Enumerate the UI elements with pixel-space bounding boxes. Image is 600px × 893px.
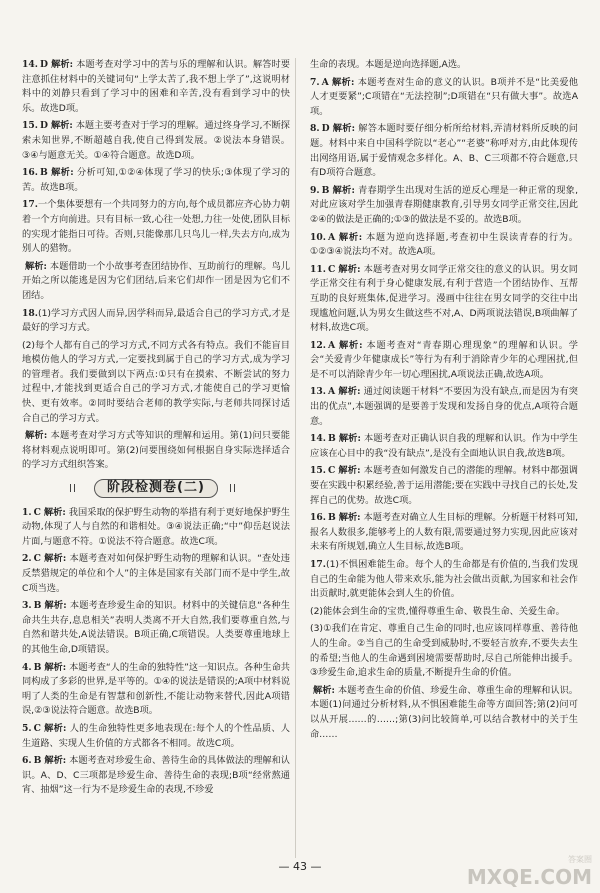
analysis-label: 解析: xyxy=(50,120,73,132)
watermark-logo xyxy=(467,854,592,889)
question-number: 17. xyxy=(310,559,326,570)
answer-text: 本题考查对确立人生目标的理解。分析题干材料可知,报名人数很多,能够考上的人数有限,需要通过努力实现,因此应该对未来有所规划,确立人生目标,故选B项。 xyxy=(310,512,578,553)
page-footer: — 43 — xyxy=(278,860,322,873)
answer-text: (3)①我们在肯定、尊重自己生命的同时,也应该同样尊重、善待他人的生命。②当自己的生命受到威胁时,不要轻言放弃,不要失去生的希望;当他人的生命遇到困境需要帮助时,尽自己所能伸出援手。③珍爱生命,追求生命的质量,不断提升生命的价值。 xyxy=(310,623,578,679)
answer-letter: A xyxy=(327,386,336,398)
answer-item xyxy=(310,231,578,260)
analysis-label: 解析: xyxy=(25,260,47,272)
section-title: 阶段检测卷(二) xyxy=(94,479,218,498)
answer-text: 我国采取的保护野生动物的举措有利于更好地保护野生动物,体现了人与自然的和谐相处。③④说法正确;“中”仰岳赵说法片面,与题意不符。①说法不符合题意。故选C项。 xyxy=(22,506,290,547)
answer-text: 本题考查对学习方式等知识的理解和运用。第(1)问只要能将材料观点说明即可。第(2)问要围绕如何根据自身实际选择适合的学习方式组织答案。 xyxy=(22,430,290,471)
answer-letter: A xyxy=(327,231,336,243)
watermark-main: MXQE.COM xyxy=(466,865,592,889)
answer-item xyxy=(22,260,290,304)
answer-item xyxy=(22,754,290,798)
question-number: 3. xyxy=(22,600,32,612)
analysis-label: 解析: xyxy=(338,263,361,275)
answer-letter: C xyxy=(327,263,336,275)
answer-item xyxy=(310,605,578,620)
answer-item xyxy=(22,198,290,256)
analysis-label: 解析: xyxy=(43,722,67,734)
answer-letter: B xyxy=(327,512,336,524)
answer-item xyxy=(22,506,290,550)
question-number: 8. xyxy=(310,123,320,135)
answer-item xyxy=(22,119,290,163)
analysis-label: 解析: xyxy=(50,59,74,70)
answer-text: 本题借助一个小故事考查团结协作、互助前行的理解。鸟儿开始之所以能逃是因为它们团结,后来它们却作一团是因为它们不团结。 xyxy=(22,260,290,301)
answer-letter: B xyxy=(321,184,330,196)
answer-text: 本题考查对学习中的苦与乐的理解和认识。解答时要注意抓住材料中的关键词句“上学太苦了,我不想上学了”,这说明材料中的刘静只看到了学习中的困难和辛苦,没有看到学习中的快乐。故选D项。 xyxy=(22,59,290,114)
answer-letter: C xyxy=(33,722,41,734)
answer-text: 本题主要考查对于学习的理解。通过终身学习,不断探索未知世界,不断超越自我,使自己得到发展。②说法本身错误。③④与题意无关。①④符合题意。故选D项。 xyxy=(22,120,290,161)
analysis-label: 解析: xyxy=(338,386,361,398)
answer-item xyxy=(22,58,290,116)
answer-item xyxy=(22,429,290,473)
analysis-label: 解析: xyxy=(338,433,361,445)
analysis-label: 解析: xyxy=(44,600,67,612)
question-number: 16. xyxy=(310,512,326,524)
answer-letter: A xyxy=(327,339,336,351)
answer-text: 通过阅读题干材料“不要因为没有缺点,而是因为有突出的优点”,本题强调的是要善于发现和发扬自身的优点,A项符合题意。 xyxy=(310,386,578,427)
answer-text: 解答本题时要仔细分析所给材料,弄清材料所反映的问题。材料中来自中国科学院以“老心”“老婆”称呼对方,由此体现传出网络用语,属于爱情观念多样化。A、B、C三项都不符合题意,只有D项符合题意。 xyxy=(310,123,578,179)
analysis-label: 解析: xyxy=(43,553,67,565)
answer-item xyxy=(310,339,578,383)
analysis-label: 解析: xyxy=(50,167,74,179)
answer-letter: A xyxy=(321,76,329,88)
answer-text: 本题考查对男女同学正常交往的意义的认识。男女同学正常交往有利于身心健康发展,有利于营造一个团结协作、互帮互助的良好班集体,促进学习。漫画中往往在男女同学的交往中出现尴尬问题,认为男女生做这些不对,A、D两项说法错误,B项曲解了材料,故选C项。 xyxy=(310,263,578,334)
answer-text: (1)不惧困难能生命。每个人的生命都是有价值的,当我们发现自己的生命能为他人带来欢乐,能为社会做出贡献,为国家和社会作出贡献时,就更能体会到人生的价值。 xyxy=(310,559,578,600)
answer-item xyxy=(310,432,578,461)
answer-item xyxy=(22,661,290,719)
answer-item xyxy=(310,58,578,73)
question-number: 13. xyxy=(310,386,326,398)
answer-letter: C xyxy=(33,553,41,565)
answer-letter: C xyxy=(327,465,336,477)
answer-letter: D xyxy=(39,120,48,132)
answer-letter: B xyxy=(39,167,48,179)
right-items xyxy=(310,58,578,742)
question-number: 18. xyxy=(22,307,38,319)
answer-item xyxy=(310,464,578,508)
question-number: 2. xyxy=(22,553,32,565)
answer-text: 本题考查如何激发自己的潜能的理解。材料中都强调要在实践中积累经验,善于运用潜能;要在实践中寻找自己的长处,发挥自己的优势。故选C项。 xyxy=(310,465,578,506)
question-number: 15. xyxy=(22,120,38,132)
right-column xyxy=(310,58,578,745)
analysis-label: 解析: xyxy=(338,339,363,351)
answer-text: (1)学习方式因人而异,因学科而异,最适合自己的学习方式,才是最好的学习方式。 xyxy=(22,307,290,334)
answer-item xyxy=(22,307,290,336)
answer-text: 本题考查对正确认识自我的理解和认识。作为中学生应该在心目中的我“没有缺点”,是没有全面地认识自我,故选B项。 xyxy=(310,433,578,459)
answer-text: (2)能体会到生命的宝贵,懂得尊重生命、敬畏生命、关爱生命。 xyxy=(310,605,565,617)
answer-text: (2)每个人都有自己的学习方式,不同方式各有特点。我们不能盲目地模仿他人的学习方式,一定要找到属于自己的学习方式,成为学习的管理者。我们要做到以下两点:①只有在摸索、不断尝试的努力过程中,才能找到更适合自己的学习方式,才能使自己的学习更愉快、更有效率。②同时要结合老师的教学实际,与老师共同探讨适合自己的学习方式。 xyxy=(22,339,290,424)
analysis-label: 解析: xyxy=(44,661,67,673)
watermark-small: 答案圈 xyxy=(568,855,592,864)
analysis-label: 解析: xyxy=(25,430,48,442)
answer-item xyxy=(310,76,578,120)
analysis-label: 解析: xyxy=(43,506,66,518)
analysis-label: 解析: xyxy=(332,123,356,135)
answer-item xyxy=(310,558,578,602)
question-number: 16. xyxy=(22,167,38,179)
answer-text: 分析可知,①②④体现了学习的快乐;③体现了学习的苦。故选B项。 xyxy=(22,167,290,193)
answer-item xyxy=(310,385,578,429)
answer-text: 本题考查对生命的意义的认识。B项并不是“比美爱他人才更要紧”;C项错在“无法控制”;D项错在“只有做大事”。故选A项。 xyxy=(310,76,578,117)
answer-text: 本题考查对如何保护野生动物的理解和认识。“查处违反禁猎规定的单位和个人”的主体是国家有关部门而不是中学生,故C项当选。 xyxy=(22,553,290,594)
answer-text: 青春期学生出现对生活的逆反心理是一种正常的现象,对此应该对学生加强青春期健康教育,引导男女同学正常交往,因此②④的做法是正确的;①③的做法是不妥的。故选B项。 xyxy=(310,184,578,225)
question-number: 10. xyxy=(310,231,326,243)
answer-item xyxy=(310,263,578,336)
answer-letter: B xyxy=(327,433,336,445)
question-number: 14. xyxy=(310,433,326,445)
answer-letter: D xyxy=(39,59,48,70)
question-number: 15. xyxy=(310,465,326,477)
answer-text: 本题考查对“青春期心理现象”的理解和认识。学会“关爱青少年健康成长”等行为有利于消除青少年的心理困扰,但是不可以消除青少年一切心理困扰,A项说法正确,故选A项。 xyxy=(310,339,578,380)
answer-text: 本题考查珍爱生命的知识。材料中的关键信息“各种生命共生共存,息息相关”表明人类离不开大自然,我们要尊重自然,与自然和谐共处,A说法错误。B项正确,C项错误。人类要尊重地球上的其他生命,D项错误。 xyxy=(22,600,290,655)
section-heading xyxy=(22,479,290,498)
question-number: 4. xyxy=(22,661,32,673)
question-number: 5. xyxy=(22,722,32,734)
analysis-label: 解析: xyxy=(331,76,355,88)
question-number: 7. xyxy=(310,76,320,88)
analysis-label: 解析: xyxy=(338,231,363,243)
analysis-label: 解析: xyxy=(313,684,335,696)
analysis-label: 解析: xyxy=(338,512,361,524)
answer-letter: C xyxy=(33,506,41,518)
left-column xyxy=(22,58,290,801)
answer-text: 一个集体要想有一个共同努力的方向,每个成员都应齐心协力朝着一个方向前进。只有目标一致,心往一处想,力往一处使,团队目标的实现才能指日可待。否则,只能像那几只鸟儿一样,失去方向,成为别人的猎物。 xyxy=(22,199,290,255)
answer-text: 生命的表现。本题是逆向选择题,A选。 xyxy=(310,59,467,70)
question-number: 12. xyxy=(310,339,326,351)
column-divider xyxy=(295,58,296,858)
question-number: 17. xyxy=(22,199,38,211)
analysis-label: 解析: xyxy=(332,184,355,196)
answer-text: 本题考查对珍爱生命、善待生命的具体做法的理解和认识。A、D、C三项都是珍爱生命、善待生命的表现;B项“经常熬通宵、抽烟”这一行为不是珍爱生命的表现,不珍爱 xyxy=(22,755,290,796)
heading-decoration-right xyxy=(227,484,245,492)
answer-item xyxy=(22,599,290,657)
answer-text: 本题为逆向选择题,考查初中生误读青春的行为。①②③④说法均不对。故选A项。 xyxy=(310,231,578,258)
answer-item xyxy=(22,166,290,195)
answer-letter: B xyxy=(33,755,42,767)
answer-letter: D xyxy=(321,123,330,135)
answer-item xyxy=(22,722,290,751)
page-number: 43 xyxy=(293,860,307,873)
question-number: 14. xyxy=(22,59,38,70)
heading-decoration-left xyxy=(67,484,85,492)
question-number: 1. xyxy=(22,506,32,518)
answer-item xyxy=(310,684,578,742)
answer-item xyxy=(22,339,290,427)
question-number: 6. xyxy=(22,755,32,767)
answer-item xyxy=(310,511,578,555)
answer-item xyxy=(310,122,578,180)
answer-item xyxy=(22,552,290,596)
answer-item xyxy=(310,184,578,228)
analysis-label: 解析: xyxy=(338,465,361,477)
answer-text: 人的生命独特性更多地表现在:每个人的个性品质、人生道路、实现人生价值的方式都各不相同。故选C项。 xyxy=(22,722,290,749)
answer-letter: B xyxy=(33,600,42,612)
left-items-section2 xyxy=(22,506,290,798)
left-items xyxy=(22,58,290,473)
analysis-label: 解析: xyxy=(44,755,67,767)
answer-text: 本题考查生命的价值、珍爱生命、尊重生命的理解和认识。本题(1)问通过分析材料,从不惧困难能生命等方面回答;第(2)问可以从开展……的……;第(3)问比较简单,可以结合教材中的关于生命…… xyxy=(310,684,578,740)
answer-text: 本题考查“人的生命的独特性”这一知识点。各种生命共同构成了多彩的世界,是平等的。①④的说法是错误的;A项中材料说明了人类的生命是有智慧和创新性,不能让动物来替代,因此A项错误,②③说法符合题意。故选B项。 xyxy=(22,661,290,717)
answer-letter: B xyxy=(33,661,42,673)
question-number: 11. xyxy=(310,263,326,275)
answer-item xyxy=(310,622,578,680)
question-number: 9. xyxy=(310,184,320,196)
